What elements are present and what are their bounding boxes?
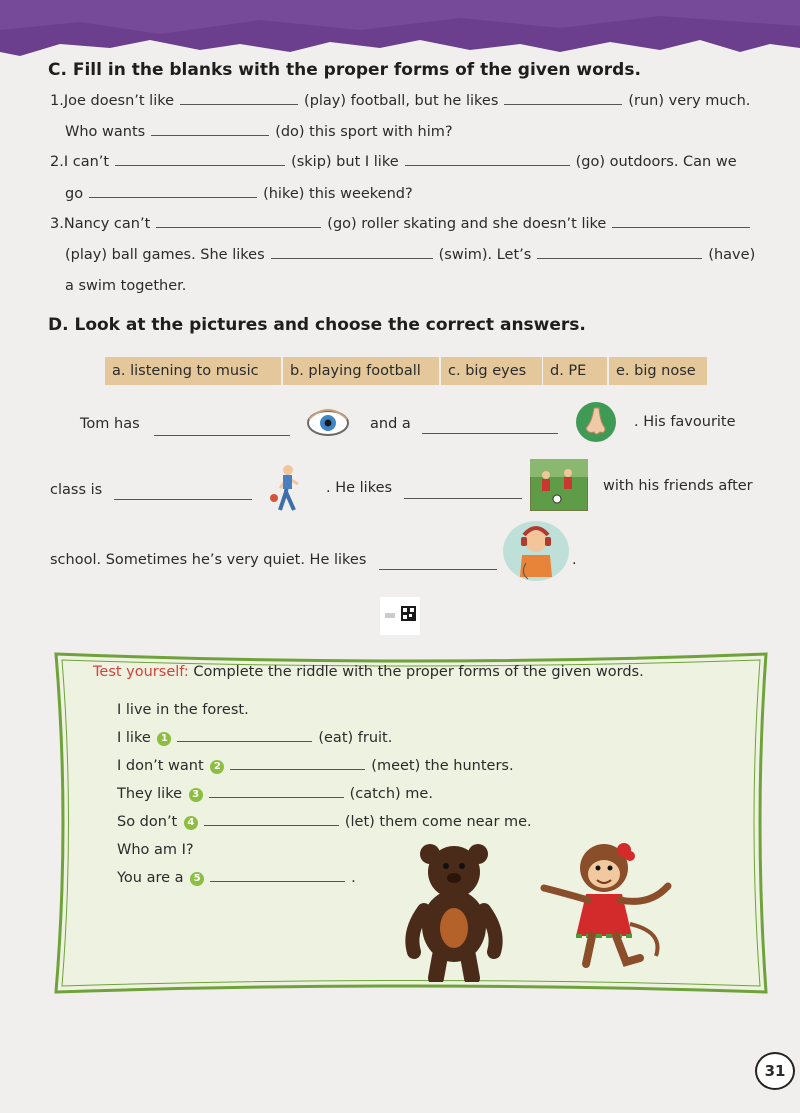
qr-code [380, 597, 420, 635]
question-number: 1. [50, 93, 64, 109]
question-text: (play) ball games. She likes [65, 247, 265, 263]
page-number: 31 [755, 1052, 795, 1090]
riddle-line-1 [117, 730, 392, 746]
riddle-question: Who am I? [117, 842, 194, 858]
riddle-line-4 [117, 814, 532, 830]
question-text: (play) football, but he likes [304, 93, 499, 109]
answer-blank[interactable] [209, 796, 344, 798]
question-text: (swim). Let’s [438, 247, 532, 263]
riddle-text: I like [117, 730, 151, 746]
question-3-line-1 [50, 216, 756, 232]
pe-picture [266, 462, 310, 514]
riddle-text: They like [117, 786, 183, 802]
answer-blank[interactable] [422, 432, 558, 434]
answer-blank[interactable] [89, 196, 257, 198]
riddle-text: (meet) the hunters. [371, 758, 514, 774]
answer-blank[interactable] [210, 880, 345, 882]
nose-picture [574, 400, 618, 444]
option-d: d. PE [543, 357, 607, 385]
listening-to-music-picture [500, 517, 570, 583]
question-text: (skip) but I like [291, 154, 399, 170]
section-c-title: C. Fill in the blanks with the proper forms of the given words. [48, 60, 641, 80]
answer-blank[interactable] [154, 434, 290, 436]
question-2-line-2 [65, 186, 413, 202]
answer-blank[interactable] [271, 257, 433, 259]
riddle-line-3 [117, 786, 433, 802]
question-text: I can’t [63, 154, 110, 170]
answer-blank[interactable] [151, 134, 269, 136]
question-number: 3. [50, 216, 64, 232]
class-is-text: class is [50, 482, 103, 498]
bear-illustration [404, 840, 504, 982]
riddle-text: (eat) fruit. [318, 730, 393, 746]
question-text: (go) roller skating and she doesn’t like [327, 216, 607, 232]
monkey-illustration [540, 836, 680, 976]
with-his-friends-text: with his friends after [603, 478, 753, 494]
number-badge: 3 [189, 788, 203, 802]
option-c: c. big eyes [441, 357, 542, 385]
riddle-text: (catch) me. [349, 786, 433, 802]
answer-blank[interactable] [537, 257, 702, 259]
riddle-text: I don’t want [117, 758, 204, 774]
answer-blank[interactable] [405, 164, 570, 166]
riddle-text: (let) them come near me. [344, 814, 532, 830]
test-yourself-instruction [93, 664, 644, 680]
question-text: Nancy can’t [63, 216, 151, 232]
answer-blank[interactable] [115, 164, 285, 166]
question-text: go [65, 186, 84, 202]
answer-blank[interactable] [204, 824, 339, 826]
riddle-line-2 [117, 758, 514, 774]
and-a-text: and a [370, 416, 411, 432]
option-e: e. big nose [609, 357, 707, 385]
instruction-text: Complete the riddle with the proper forms of the given words. [193, 664, 644, 680]
number-badge: 4 [184, 816, 198, 830]
question-3-line-2 [65, 247, 755, 263]
question-text: (hike) this weekend? [263, 186, 413, 202]
number-badge: 1 [157, 732, 171, 746]
sentence-end: . [572, 552, 577, 568]
question-text: (do) this sport with him? [275, 124, 453, 140]
riddle-text: So don’t [117, 814, 178, 830]
answer-blank[interactable] [180, 103, 298, 105]
answer-blank[interactable] [230, 768, 365, 770]
riddle-intro: I live in the forest. [117, 702, 249, 718]
he-likes-text: . He likes [326, 480, 393, 496]
option-a: a. listening to music [105, 357, 281, 385]
riddle-answer-line [117, 870, 356, 886]
question-text: Joe doesn’t like [63, 93, 175, 109]
question-2-line-1 [50, 154, 737, 170]
answer-blank[interactable] [504, 103, 622, 105]
section-d-title: D. Look at the pictures and choose the correct answers. [48, 315, 586, 335]
question-1-line-1 [50, 93, 750, 109]
number-badge: 5 [190, 872, 204, 886]
question-text: Who wants [65, 124, 146, 140]
school-sometimes-text: school. Sometimes he’s very quiet. He likes [50, 552, 367, 568]
eye-picture [305, 403, 351, 443]
question-text: (run) very much. [628, 93, 751, 109]
answer-blank[interactable] [177, 740, 312, 742]
answer-blank[interactable] [114, 498, 252, 500]
riddle-text: . [351, 870, 356, 886]
answer-blank[interactable] [379, 568, 497, 570]
question-number: 2. [50, 154, 64, 170]
football-picture [530, 459, 588, 511]
answer-blank[interactable] [156, 226, 321, 228]
question-text: (have) [708, 247, 756, 263]
option-b: b. playing football [283, 357, 439, 385]
test-yourself-label: Test yourself: [93, 664, 189, 680]
answer-blank[interactable] [404, 497, 522, 499]
question-text: (go) outdoors. Can we [575, 154, 737, 170]
question-3-line-3: a swim together. [65, 278, 187, 294]
tom-has-text: Tom has [80, 416, 140, 432]
riddle-text: You are a [117, 870, 184, 886]
number-badge: 2 [210, 760, 224, 774]
his-favourite-text: . His favourite [634, 414, 736, 430]
question-1-line-2 [65, 124, 453, 140]
answer-blank[interactable] [612, 226, 750, 228]
